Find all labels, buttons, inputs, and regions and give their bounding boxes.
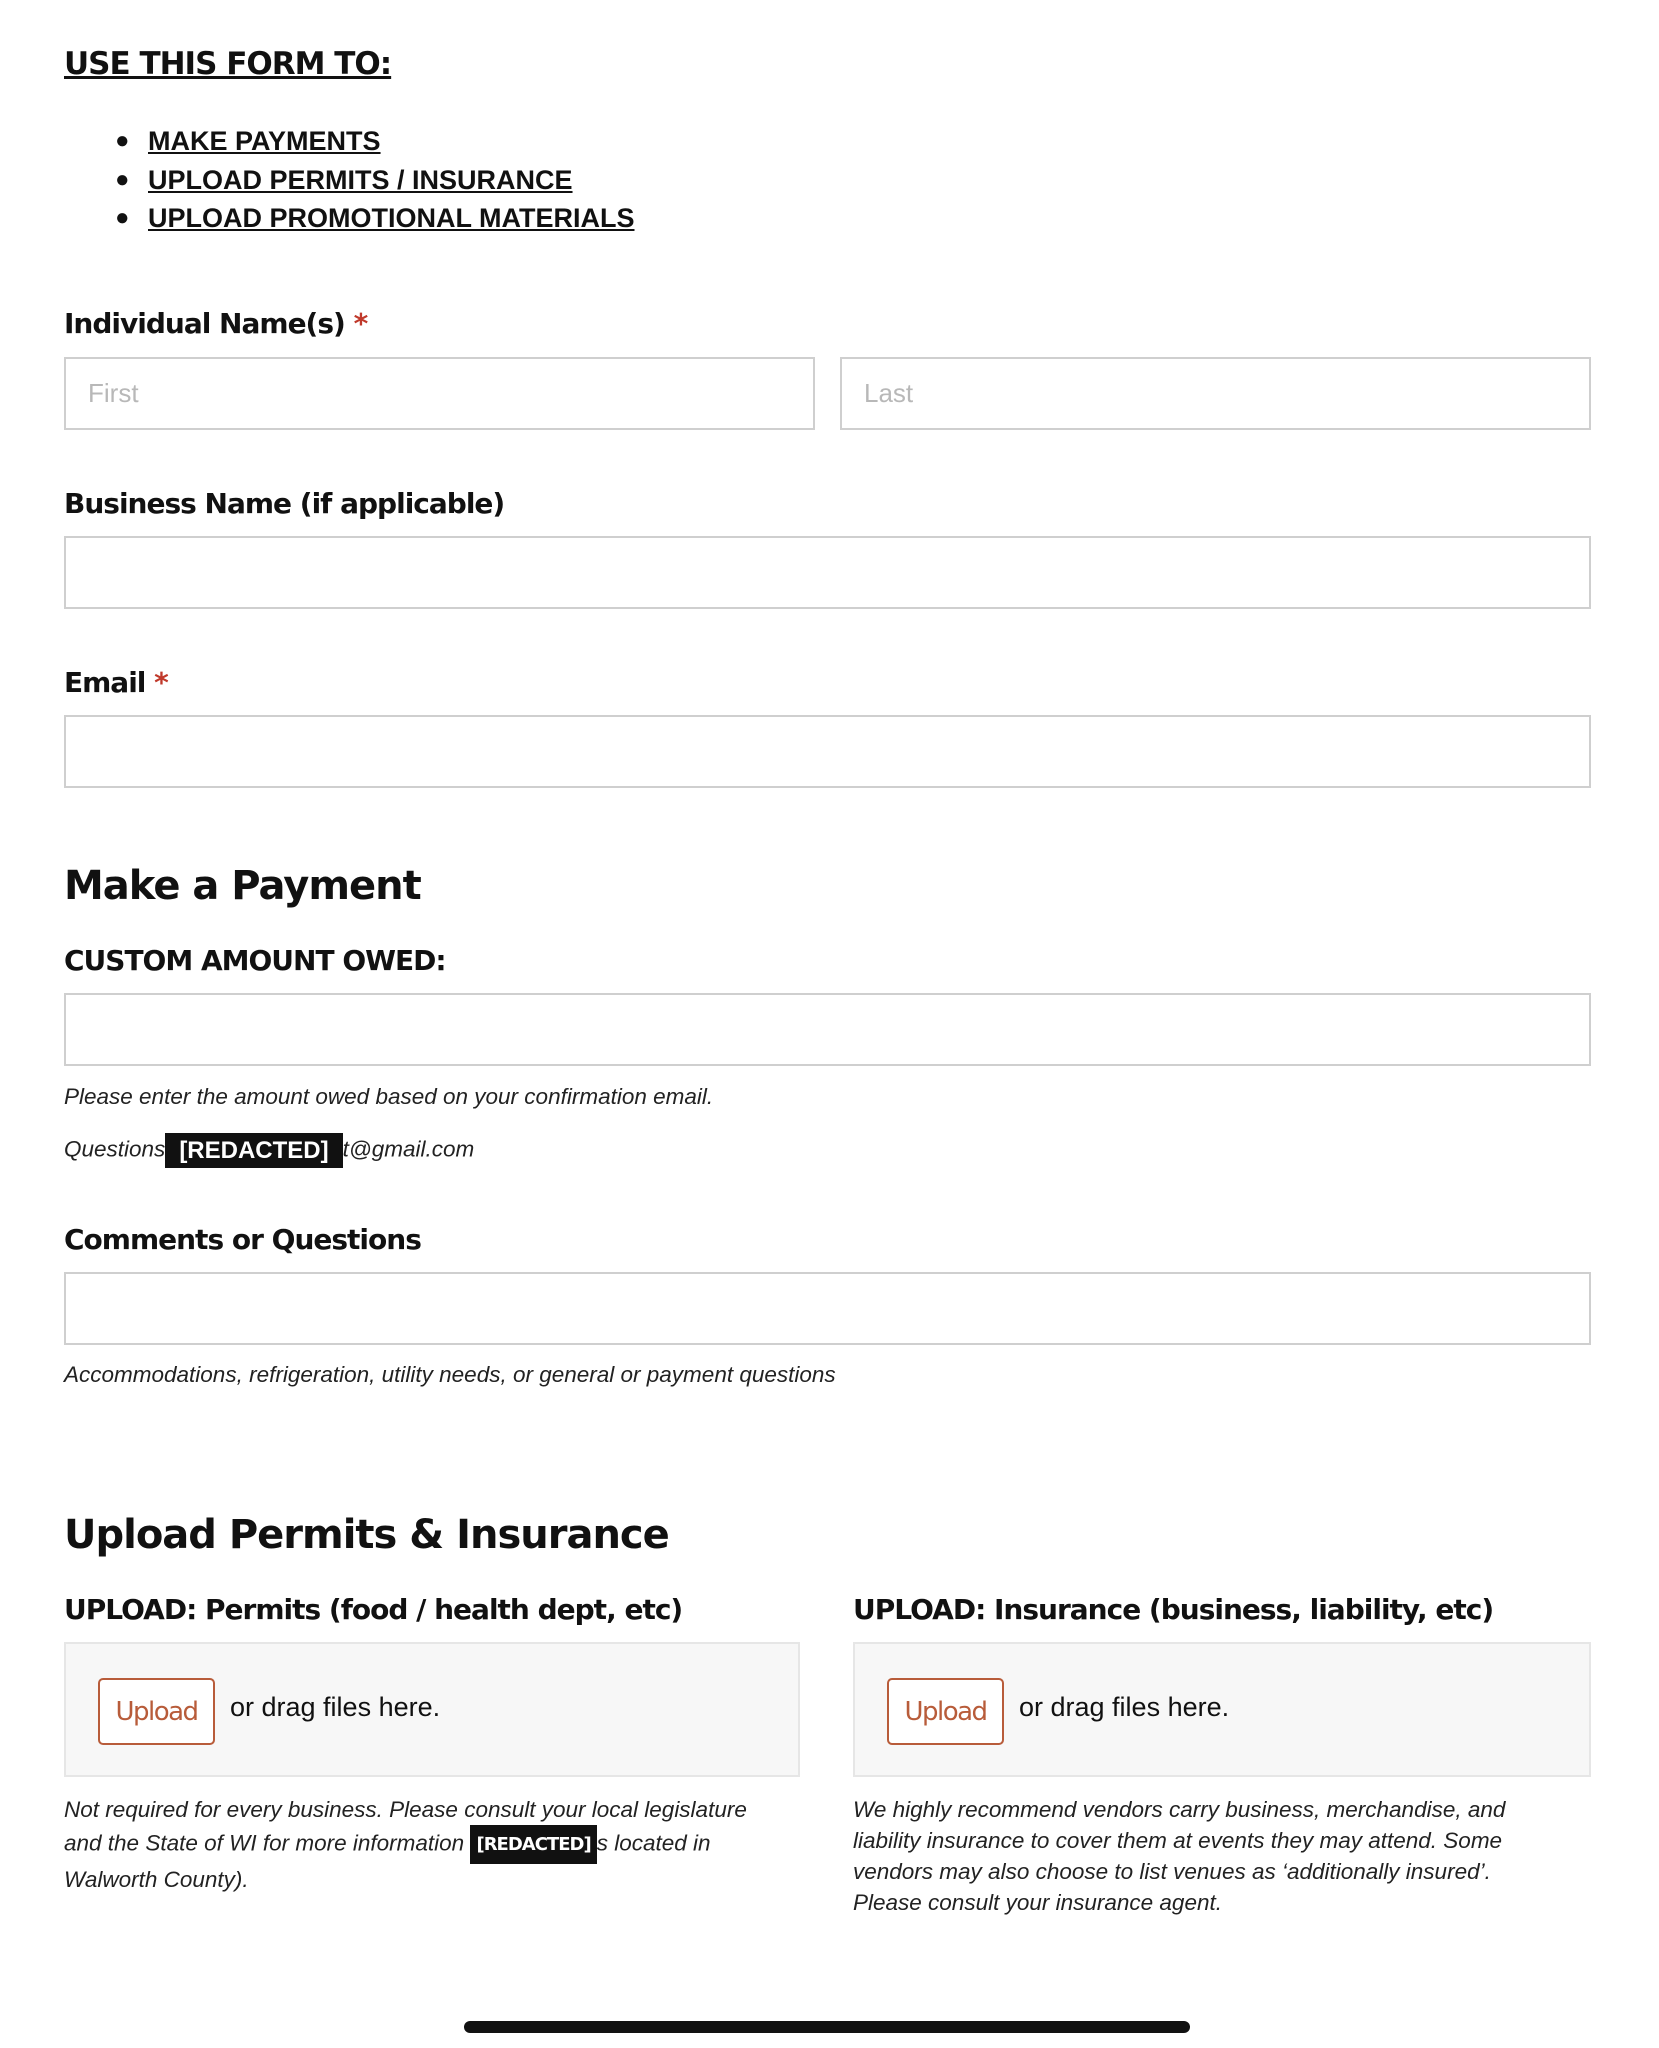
redacted-block: [REDACTED] <box>470 1825 596 1864</box>
questions-contact <box>64 1133 474 1168</box>
amount-help-text: Please enter the amount owed based on your confirmation email. <box>64 1084 714 1109</box>
permits-help-text <box>64 1794 804 1895</box>
form-intro-title: USE THIS FORM TO: <box>64 46 392 82</box>
permits-help-line: Walworth County). <box>64 1867 249 1892</box>
permits-help-line: Not required for every business. Please consult your local legislature <box>64 1797 747 1822</box>
home-indicator[interactable] <box>464 2021 1190 2033</box>
first-name-input[interactable] <box>64 357 815 430</box>
insurance-upload-label: UPLOAD: Insurance (business, liability, etc) <box>853 1593 1494 1626</box>
insurance-upload-button[interactable]: Upload <box>887 1678 1004 1745</box>
upload-section-heading: Upload Permits & Insurance <box>64 1512 669 1558</box>
business-name-label: Business Name (if applicable) <box>64 487 505 520</box>
permits-help-suffix: s located in <box>596 1830 711 1856</box>
individual-name-label-text: Individual Name(s) <box>64 307 345 340</box>
upload-permits-insurance-link[interactable]: UPLOAD PERMITS / INSURANCE <box>148 164 573 195</box>
bullet-icon: ● <box>115 204 130 231</box>
last-name-input[interactable] <box>840 357 1591 430</box>
insurance-help-line: We highly recommend vendors carry business, merchandise, and <box>853 1797 1506 1822</box>
redacted-block: [REDACTED] <box>165 1133 342 1168</box>
permits-dropzone[interactable] <box>64 1642 800 1777</box>
upload-promotional-materials-link[interactable]: UPLOAD PROMOTIONAL MATERIALS <box>148 203 635 233</box>
email-label <box>64 666 168 699</box>
required-marker: * <box>154 666 168 699</box>
bullet-icon: ● <box>115 127 130 154</box>
insurance-dropzone[interactable] <box>853 1642 1591 1777</box>
comments-help-text: Accommodations, refrigeration, utility needs, or general or payment questions <box>64 1362 836 1387</box>
list-item <box>115 122 635 161</box>
permits-upload-button[interactable]: Upload <box>98 1678 215 1745</box>
insurance-help-line: liability insurance to cover them at events they may attend. Some <box>853 1828 1503 1853</box>
email-label-text: Email <box>64 666 146 699</box>
list-item <box>115 161 635 200</box>
permits-drag-text: or drag files here. <box>230 1692 441 1722</box>
make-payments-link[interactable]: MAKE PAYMENTS <box>148 126 381 156</box>
insurance-help-text <box>853 1794 1593 1918</box>
permits-help-prefix: and the State of WI for more information <box>64 1830 465 1856</box>
individual-name-label <box>64 307 367 340</box>
insurance-drag-text: or drag files here. <box>1019 1692 1230 1722</box>
make-payment-heading: Make a Payment <box>64 863 421 909</box>
permits-help-line <box>64 1825 804 1864</box>
intro-list <box>115 122 635 238</box>
insurance-help-line: vendors may also choose to list venues as ‘additionally insured’. <box>853 1859 1491 1884</box>
custom-amount-input[interactable] <box>64 993 1591 1066</box>
required-marker: * <box>353 307 368 340</box>
comments-input[interactable] <box>64 1272 1591 1345</box>
comments-label: Comments or Questions <box>64 1223 421 1256</box>
insurance-help-line: Please consult your insurance agent. <box>853 1890 1222 1915</box>
list-item <box>115 199 635 238</box>
bullet-icon: ● <box>115 165 130 193</box>
permits-upload-label: UPLOAD: Permits (food / health dept, etc) <box>64 1593 683 1626</box>
business-name-input[interactable] <box>64 536 1591 609</box>
questions-prefix: Questions <box>64 1136 166 1162</box>
email-input[interactable] <box>64 715 1591 788</box>
custom-amount-label: CUSTOM AMOUNT OWED: <box>64 944 446 977</box>
questions-email-suffix: t@gmail.com <box>342 1136 475 1162</box>
